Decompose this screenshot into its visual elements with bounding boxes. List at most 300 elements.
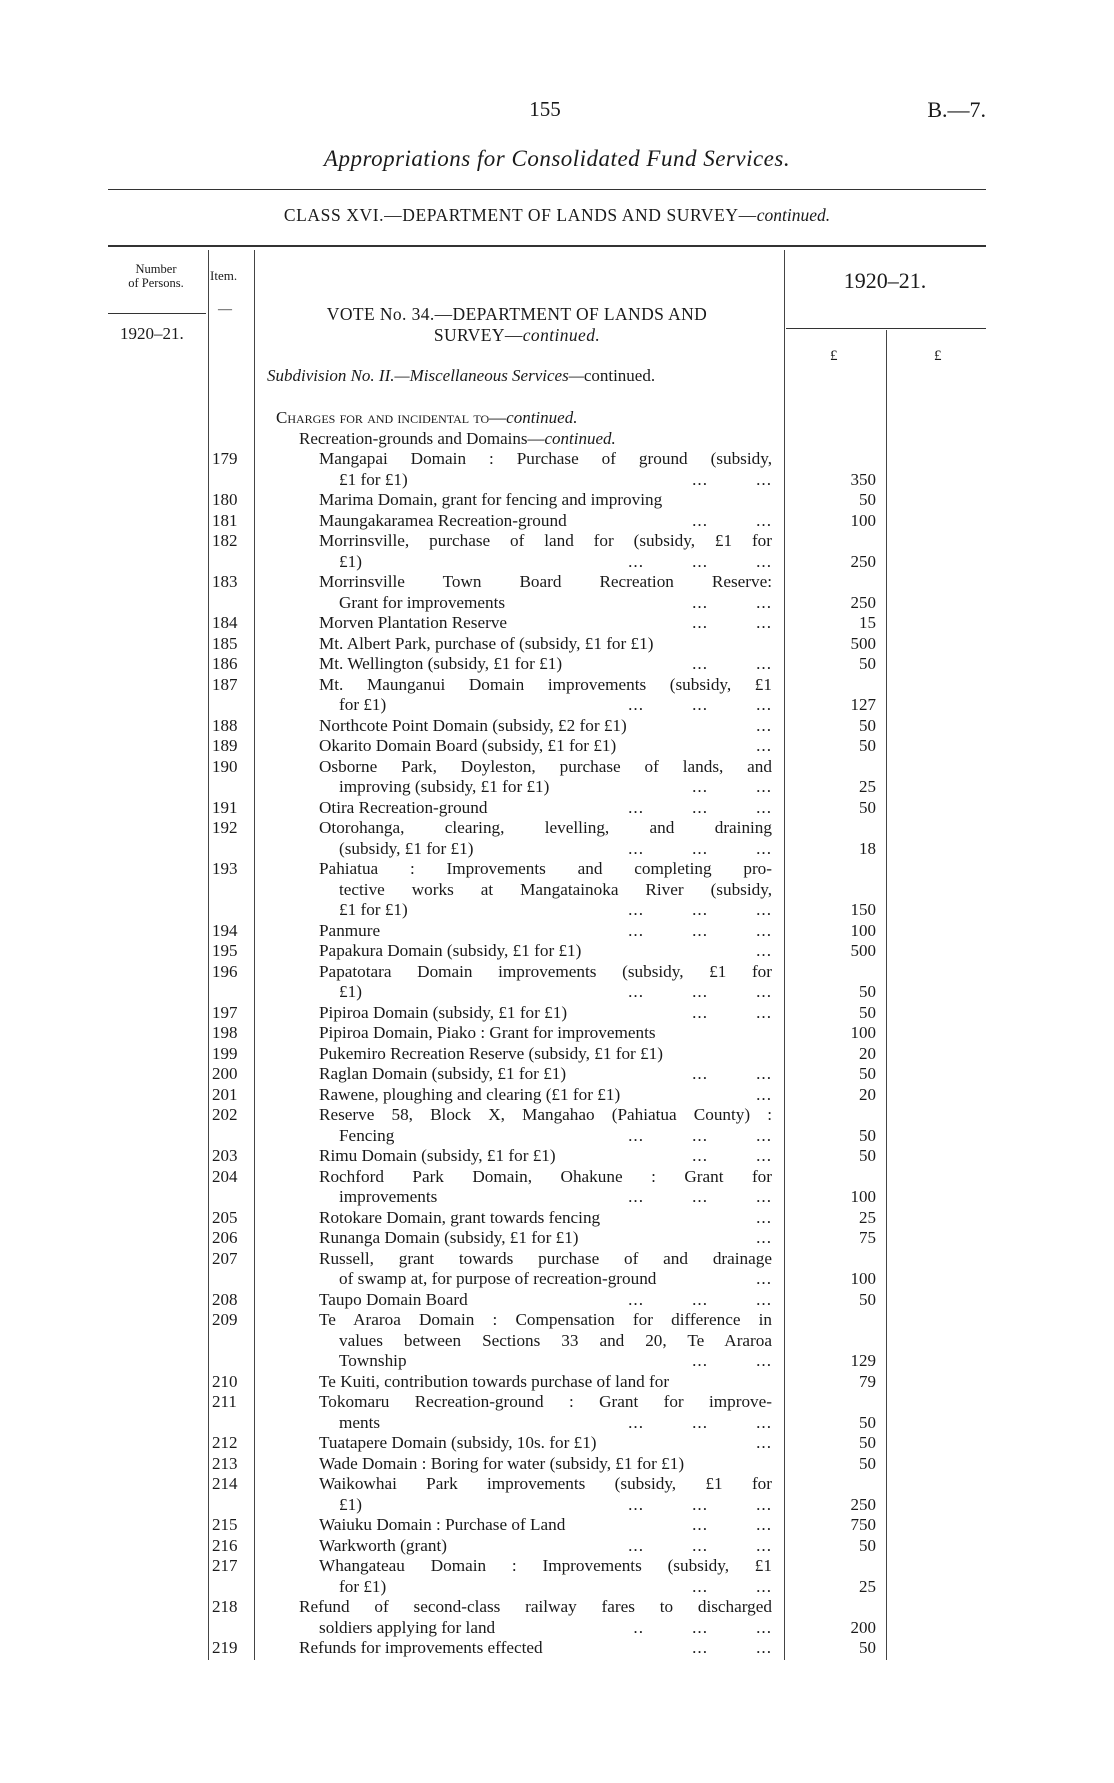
- leader-dots: ...: [756, 900, 772, 919]
- leader-dots: ...: [628, 797, 644, 817]
- leader-dots: ...: [756, 736, 772, 755]
- item-description-line: [319, 511, 772, 532]
- item-description-line: [319, 1372, 772, 1393]
- dot-leader: [386, 695, 772, 716]
- description-text: for £1): [339, 695, 387, 714]
- item-number: 208: [212, 1289, 238, 1309]
- item-description-line: [319, 941, 772, 962]
- description-text: (subsidy, £1 for £1): [339, 838, 474, 858]
- dot-leader: [562, 654, 772, 675]
- item-number: 202: [212, 1105, 238, 1124]
- item-description-line: [319, 1618, 772, 1639]
- page-title: Appropriations for Consolidated Fund Services.: [323, 146, 791, 171]
- item-number: 179: [212, 449, 238, 468]
- table-top-rule: [108, 245, 986, 247]
- item-amount: 50: [859, 715, 876, 735]
- dot-leader: [487, 798, 772, 819]
- leader-dots: ...: [756, 592, 772, 612]
- item-amount: 150: [850, 900, 876, 919]
- item-number: 204: [212, 1166, 238, 1186]
- item-description-line: [339, 1351, 772, 1372]
- leader-dots: ...: [692, 1535, 708, 1555]
- leader-dots: ...: [756, 1064, 772, 1083]
- leader-dots: ...: [628, 1289, 644, 1309]
- item-description-line: [319, 531, 772, 552]
- item-description-line: [319, 1228, 772, 1249]
- leader-dots: ...: [692, 1515, 708, 1534]
- description-text: Morrinsville Town Board Recreation Reserve:: [319, 572, 772, 591]
- item-amount: 250: [850, 592, 876, 612]
- description-text: £1 for £1): [339, 469, 408, 489]
- dot-leader: [408, 900, 772, 921]
- leader-dots: ...: [756, 1084, 772, 1104]
- item-description-line: [319, 1146, 772, 1167]
- leader-dots: ...: [692, 1638, 708, 1657]
- leader-dots: ...: [692, 777, 708, 796]
- leader-dots: ...: [756, 1617, 772, 1637]
- item-number: 200: [212, 1064, 238, 1083]
- dot-leader: [447, 1536, 772, 1557]
- vote-suffix: continued.: [522, 325, 601, 345]
- item-amount: 50: [859, 982, 876, 1001]
- item-description-line: [339, 777, 772, 798]
- item-amount: 250: [850, 551, 876, 571]
- item-number: 207: [212, 1248, 238, 1268]
- leader-dots: ...: [692, 654, 708, 673]
- description-text: Morven Plantation Reserve: [319, 613, 508, 632]
- description-text: Fencing: [339, 1125, 395, 1145]
- year-header: 1920–21.: [843, 268, 927, 293]
- item-amount: 750: [850, 1515, 876, 1534]
- item-number: 181: [212, 510, 238, 530]
- item-amount: 250: [850, 1494, 876, 1514]
- description-text: Mangapai Domain : Purchase of ground (subsidy,: [319, 449, 772, 468]
- description-text: ments: [339, 1412, 381, 1432]
- item-number: 214: [212, 1474, 238, 1493]
- item-description-line: [319, 1023, 772, 1044]
- description-text: Mt. Albert Park, purchase of (subsidy, £1 for £1): [319, 633, 654, 653]
- description-text: Te Araroa Domain : Compensation for difference in: [319, 1310, 772, 1329]
- class-heading: [0, 205, 1114, 226]
- leader-dots: ...: [628, 1125, 644, 1145]
- item-column-right-rule: [254, 250, 255, 1660]
- subdivision-text: Subdivision No. II.—Miscellaneous Services—: [267, 366, 584, 385]
- item-description-line: [319, 634, 772, 655]
- leader-dots: ...: [756, 1002, 772, 1022]
- leader-dots: ...: [756, 654, 772, 673]
- item-description-line: [319, 490, 772, 511]
- dot-leader: [565, 1515, 772, 1536]
- item-number: 212: [212, 1433, 238, 1452]
- item-number: 196: [212, 961, 238, 981]
- leader-dots: ...: [628, 900, 644, 919]
- leader-dots: ...: [756, 1494, 772, 1514]
- leader-dots: ...: [692, 838, 708, 858]
- item-amount: 50: [859, 1064, 876, 1083]
- item-number: 185: [212, 633, 238, 653]
- page-number: 155: [529, 97, 561, 121]
- description-text: for £1): [339, 1576, 387, 1596]
- item-amount: 20: [859, 1084, 876, 1104]
- item-description-line: [319, 1474, 772, 1495]
- item-amount: 15: [859, 613, 876, 632]
- item-amount: 50: [859, 1433, 876, 1452]
- item-description-line: [319, 1454, 772, 1475]
- item-number: 219: [212, 1638, 238, 1657]
- dot-leader: [567, 511, 772, 532]
- description-text: Panmure: [319, 920, 381, 940]
- item-description-line: [339, 1577, 772, 1598]
- item-number: 190: [212, 756, 238, 776]
- item-description-line: [339, 1269, 772, 1290]
- dot-leader: [495, 1618, 772, 1639]
- description-text: £1): [339, 551, 362, 571]
- description-text: Otira Recreation-ground: [319, 797, 488, 817]
- description-text: £1): [339, 1494, 362, 1514]
- dot-leader: [437, 1187, 772, 1208]
- item-description-line: [319, 613, 772, 634]
- leader-dots: ...: [692, 613, 708, 632]
- vote-title-line-2: [268, 325, 766, 346]
- year-rule: [786, 328, 986, 329]
- dot-leader: [408, 470, 772, 491]
- description-text: Grant for improvements: [339, 592, 506, 612]
- leader-dots: ...: [692, 551, 708, 571]
- dot-leader: [566, 1064, 772, 1085]
- item-number: 199: [212, 1043, 238, 1063]
- leader-dots: ...: [756, 1535, 772, 1555]
- description-text: soldiers applying for land: [319, 1617, 496, 1637]
- item-amount: 100: [850, 1269, 876, 1288]
- item-number: 203: [212, 1146, 238, 1165]
- description-text: tective works at Mangatainoka River (subsidy,: [339, 879, 772, 899]
- leader-dots: ...: [756, 1228, 772, 1247]
- leader-dots: ...: [756, 613, 772, 632]
- item-amount: 25: [859, 777, 876, 796]
- item-description-line: [319, 1433, 772, 1454]
- item-amount: 75: [859, 1228, 876, 1247]
- item-amount: 100: [850, 1023, 876, 1042]
- item-number: 193: [212, 859, 238, 878]
- leader-dots: ...: [628, 1494, 644, 1514]
- charges-heading-suffix: continued.: [506, 408, 578, 427]
- item-description-line: [339, 470, 772, 491]
- description-text: Waiuku Domain : Purchase of Land: [319, 1515, 566, 1534]
- leader-dots: ...: [756, 469, 772, 489]
- item-number: 187: [212, 674, 238, 694]
- item-description-line: [299, 1638, 772, 1659]
- item-amount: 50: [859, 490, 876, 509]
- description-text: Rochford Park Domain, Ohakune : Grant for: [319, 1166, 772, 1186]
- item-description-line: [319, 1085, 772, 1106]
- description-text: Rawene, ploughing and clearing (£1 for £1): [319, 1084, 621, 1104]
- item-description-line: [319, 818, 772, 839]
- leader-dots: ..: [633, 1617, 644, 1637]
- item-description-line: [319, 654, 772, 675]
- description-text: Runanga Domain (subsidy, £1 for £1): [319, 1228, 579, 1247]
- item-description-line: [319, 1515, 772, 1536]
- item-amount: 50: [859, 1453, 876, 1473]
- leader-dots: ...: [692, 592, 708, 612]
- item-number: 194: [212, 920, 238, 940]
- description-text: Maungakaramea Recreation-ground: [319, 510, 567, 530]
- description-text: £1 for £1): [339, 900, 408, 919]
- item-amount: 127: [850, 695, 876, 714]
- description-text: Tuatapere Domain (subsidy, 10s. for £1): [319, 1433, 597, 1452]
- description-text: Mt. Maunganui Domain improvements (subsidy, £1: [319, 674, 772, 694]
- vote-text: SURVEY—: [433, 325, 523, 345]
- leader-dots: ...: [692, 510, 708, 530]
- dot-leader: [386, 1577, 772, 1598]
- description-text: Refund of second-class railway fares to discharged: [299, 1597, 772, 1616]
- dot-leader: [394, 1126, 772, 1147]
- dot-leader: [656, 1269, 772, 1290]
- item-description-line: [319, 757, 772, 778]
- leader-dots: ...: [756, 777, 772, 796]
- item-description-line: [319, 1556, 772, 1577]
- leader-dots: ...: [756, 1412, 772, 1432]
- item-description-line: [319, 675, 772, 696]
- dot-leader: [380, 1413, 772, 1434]
- title-rule: [108, 189, 986, 190]
- item-amount: 50: [859, 654, 876, 673]
- item-description-line: [319, 921, 772, 942]
- description-text: Refunds for improvements effected: [299, 1638, 543, 1657]
- description-text: Warkworth (grant): [319, 1535, 447, 1555]
- description-text: Township: [339, 1351, 407, 1370]
- dot-leader: [505, 593, 772, 614]
- item-amount: 20: [859, 1043, 876, 1063]
- dot-leader: [362, 1495, 772, 1516]
- class-heading-suffix: continued.: [756, 205, 831, 225]
- item-number: 198: [212, 1023, 238, 1042]
- description-text: Taupo Domain Board: [319, 1289, 468, 1309]
- item-description-line: [339, 1331, 772, 1352]
- item-amount: 100: [850, 1187, 876, 1206]
- item-amount: 350: [850, 469, 876, 489]
- item-number: 192: [212, 818, 238, 837]
- dot-leader: [567, 1003, 772, 1024]
- item-description-line: [319, 1310, 772, 1331]
- item-number: 182: [212, 531, 238, 550]
- item-amount: 500: [850, 633, 876, 653]
- item-number: 217: [212, 1556, 238, 1575]
- dot-leader: [581, 941, 772, 962]
- recreation-heading: [299, 429, 616, 449]
- item-amount: 50: [859, 1002, 876, 1022]
- description-text: Reserve 58, Block X, Mangahao (Pahiatua County) :: [319, 1105, 772, 1124]
- item-number: 216: [212, 1535, 238, 1555]
- item-amount: 18: [859, 838, 876, 858]
- item-description-line: [339, 900, 772, 921]
- dot-leader: [468, 1290, 772, 1311]
- item-amount: 50: [859, 1638, 876, 1657]
- leader-dots: ...: [756, 1187, 772, 1206]
- item-description-line: [339, 1126, 772, 1147]
- item-description-line: [339, 1187, 772, 1208]
- description-text: Northcote Point Domain (subsidy, £2 for £1): [319, 715, 627, 735]
- description-text: improving (subsidy, £1 for £1): [339, 777, 550, 796]
- item-description-line: [319, 859, 772, 880]
- leader-dots: ...: [692, 1125, 708, 1145]
- leader-dots: ...: [692, 1351, 708, 1370]
- item-number: 183: [212, 572, 238, 591]
- description-text: Rimu Domain (subsidy, £1 for £1): [319, 1146, 556, 1165]
- charges-heading-text: Charges for and incidental to—: [276, 408, 507, 427]
- item-amount: 100: [850, 510, 876, 530]
- item-amount: 200: [850, 1617, 876, 1637]
- item-description-line: [319, 1064, 772, 1085]
- item-number: 195: [212, 941, 238, 960]
- class-heading-text: CLASS XVI.—DEPARTMENT OF LANDS AND SURVEY—: [283, 205, 757, 225]
- leader-dots: ...: [756, 1433, 772, 1452]
- description-text: Wade Domain : Boring for water (subsidy, £1 for £1): [319, 1453, 685, 1473]
- item-amount: 50: [859, 1535, 876, 1555]
- leader-dots: ...: [692, 1187, 708, 1206]
- dot-leader: [616, 736, 772, 757]
- dot-leader: [543, 1638, 772, 1659]
- leader-dots: ...: [756, 551, 772, 571]
- description-text: Raglan Domain (subsidy, £1 for £1): [319, 1064, 567, 1083]
- currency-header-2: £: [934, 348, 942, 364]
- item-description-line: [339, 695, 772, 716]
- item-amount: 500: [850, 941, 876, 960]
- description-text: Papatotara Domain improvements (subsidy, £1 for: [319, 961, 772, 981]
- description-text: Pukemiro Recreation Reserve (subsidy, £1 for £1): [319, 1043, 663, 1063]
- dot-leader: [579, 1228, 772, 1249]
- item-dash: —: [218, 302, 232, 317]
- description-text: Papakura Domain (subsidy, £1 for £1): [319, 941, 582, 960]
- charges-heading: [276, 408, 577, 428]
- number-of-persons-header: [108, 262, 204, 290]
- description-text: improvements: [339, 1187, 438, 1206]
- item-description-line: [339, 1495, 772, 1516]
- dot-leader: [362, 982, 772, 1003]
- description-text: Otorohanga, clearing, levelling, and draining: [319, 818, 772, 837]
- dot-leader: [473, 839, 772, 860]
- leader-dots: ...: [756, 797, 772, 817]
- description-text: values between Sections 33 and 20, Te Araroa: [339, 1330, 772, 1350]
- item-description-line: [319, 962, 772, 983]
- item-description-line: [319, 1249, 772, 1270]
- leader-dots: ...: [692, 469, 708, 489]
- leader-dots: ...: [692, 920, 708, 940]
- item-description-line: [339, 552, 772, 573]
- leader-dots: ...: [628, 551, 644, 571]
- item-number: 188: [212, 715, 238, 735]
- item-description-line: [319, 449, 772, 470]
- item-description-line: [299, 1597, 772, 1618]
- leader-dots: ...: [692, 1494, 708, 1514]
- leader-dots: ...: [756, 920, 772, 940]
- leader-dots: ...: [692, 797, 708, 817]
- item-number: 218: [212, 1597, 238, 1616]
- item-amount: 50: [859, 1412, 876, 1432]
- item-description-line: [319, 1167, 772, 1188]
- item-description-line: [339, 593, 772, 614]
- item-number: 201: [212, 1084, 238, 1104]
- dot-leader: [380, 921, 772, 942]
- dot-leader: [600, 1208, 772, 1229]
- item-description-line: [319, 1105, 772, 1126]
- item-amount: 50: [859, 797, 876, 817]
- item-description-line: [339, 982, 772, 1003]
- item-description-line: [319, 1044, 772, 1065]
- header-text: of Persons.: [128, 276, 184, 290]
- leader-dots: ...: [756, 1351, 772, 1370]
- persons-year: 1920–21.: [120, 324, 184, 343]
- description-text: Waikowhai Park improvements (subsidy, £1 for: [319, 1474, 772, 1493]
- leader-dots: ...: [756, 695, 772, 714]
- leader-dots: ...: [756, 715, 772, 735]
- leader-dots: ...: [692, 1617, 708, 1637]
- leader-dots: ...: [628, 982, 644, 1001]
- leader-dots: ...: [756, 510, 772, 530]
- description-text: Tokomaru Recreation-ground : Grant for improve-: [319, 1392, 772, 1411]
- item-description-line: [319, 572, 772, 593]
- item-amount: 129: [850, 1351, 876, 1370]
- item-number: 209: [212, 1310, 238, 1329]
- item-number: 205: [212, 1207, 238, 1227]
- item-number: 210: [212, 1371, 238, 1391]
- leader-dots: ...: [756, 1576, 772, 1596]
- description-text: Pahiatua : Improvements and completing pro-: [319, 859, 772, 878]
- dot-leader: [620, 1085, 772, 1106]
- leader-dots: ...: [756, 1146, 772, 1165]
- item-description-line: [319, 798, 772, 819]
- item-amount: 100: [850, 920, 876, 940]
- item-header: Item.: [210, 268, 238, 283]
- item-column-left-rule: [208, 250, 209, 1660]
- item-number: 215: [212, 1515, 238, 1534]
- item-description-line: [339, 839, 772, 860]
- dot-leader: [362, 552, 772, 573]
- description-text: Marima Domain, grant for fencing and improving: [319, 490, 663, 509]
- item-description-line: [319, 1536, 772, 1557]
- leader-dots: ...: [692, 900, 708, 919]
- description-text: Te Kuiti, contribution towards purchase of land for: [319, 1371, 670, 1391]
- leader-dots: ...: [628, 920, 644, 940]
- header-text: Number: [135, 262, 177, 276]
- leader-dots: ...: [692, 1289, 708, 1309]
- item-description-line: [319, 1208, 772, 1229]
- item-amount: 79: [859, 1371, 876, 1391]
- item-amount: 50: [859, 1289, 876, 1309]
- dot-leader: [597, 1433, 772, 1454]
- leader-dots: ...: [756, 1207, 772, 1227]
- item-number: 197: [212, 1002, 238, 1022]
- subdivision-suffix: continued.: [583, 366, 656, 385]
- description-text: Osborne Park, Doyleston, purchase of lands, and: [319, 756, 772, 776]
- dot-leader: [556, 1146, 772, 1167]
- leader-dots: ...: [756, 1125, 772, 1145]
- dot-leader: [627, 716, 772, 737]
- leader-dots: ...: [628, 695, 644, 714]
- recreation-heading-suffix: continued.: [544, 429, 616, 448]
- leader-dots: ...: [756, 982, 772, 1001]
- item-description-line: [339, 880, 772, 901]
- item-description-line: [319, 1003, 772, 1024]
- dot-leader: [507, 613, 772, 634]
- leader-dots: ...: [628, 838, 644, 858]
- recreation-heading-text: Recreation-grounds and Domains—: [299, 429, 545, 448]
- item-description-line: [339, 1413, 772, 1434]
- leader-dots: ...: [628, 1187, 644, 1206]
- item-description-line: [319, 1290, 772, 1311]
- leader-dots: ...: [692, 695, 708, 714]
- leader-dots: ...: [692, 1064, 708, 1083]
- leader-dots: ...: [756, 838, 772, 858]
